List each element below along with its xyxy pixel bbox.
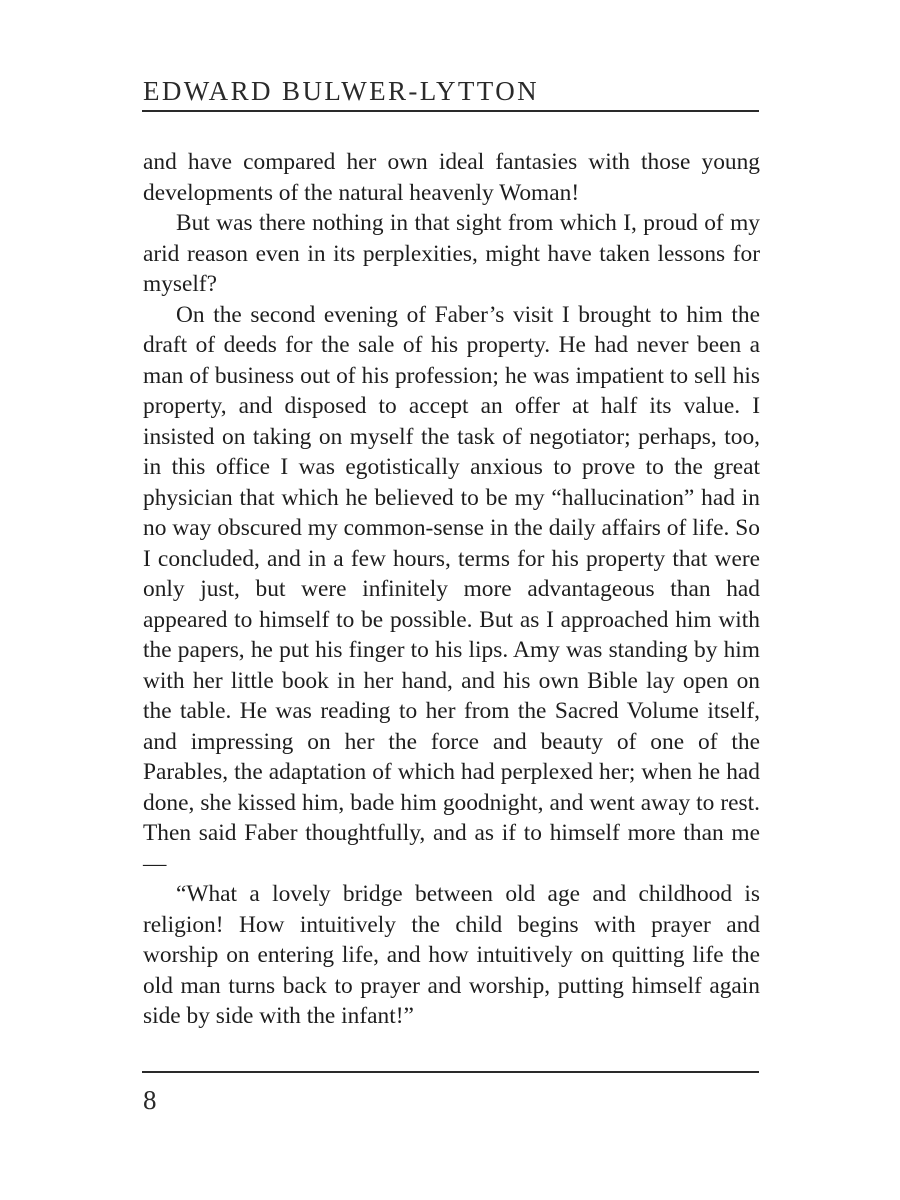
body-text [143, 147, 760, 1032]
header-rule [142, 110, 759, 112]
page-number: 8 [143, 1085, 157, 1115]
footer-rule [142, 1071, 759, 1073]
paragraph-quote: “What a lovely bridge between old age and childhood is religion! How intuitively the child begins with prayer and worship on entering life, and how intuitively on quitting life the old man turns back to prayer and worship, putting himself again side by side with the infant!” [143, 881, 760, 1029]
paragraph: On the second evening of Faber’s visit I brought to him the draft of deeds for the sale of his property. He had never been a man of business out of his profession; he was impatient to sell his property, and disposed to accept an offer at half its value. I insisted on taking on myself the task of negotiator; perhaps, too, in this office I was egotistically anxious to prove to the great physician that which he believed to be my “hallucination” had in no way obscured my common-sense in the daily affairs of life. So I concluded, and in a few hours, terms for his property that were only just, but were infinitely more advantageous than had appeared to himself to be possible. But as I approached him with the papers, he put his finger to his lips. Amy was standing by him with her little book in her hand, and his own Bible lay open on the table. He was reading to her from the Sacred Volume itself, and impressing on her the force and beauty of one of the Parables, the adaptation of which had perplexed her; when he had done, she kissed him, bade him goodnight, and went away to rest. Then said Faber thoughtfully, and as if to himself more than me — [143, 301, 760, 877]
paragraph: But was there nothing in that sight from which I, proud of my arid reason even in its perplexities, might have taken lessons for myself? [143, 210, 760, 297]
running-head: EDWARD BULWER-LYTTON [143, 76, 539, 106]
paragraph-continuation: and have compared her own ideal fantasies with those young developments of the natural heavenly Woman! [143, 149, 760, 206]
